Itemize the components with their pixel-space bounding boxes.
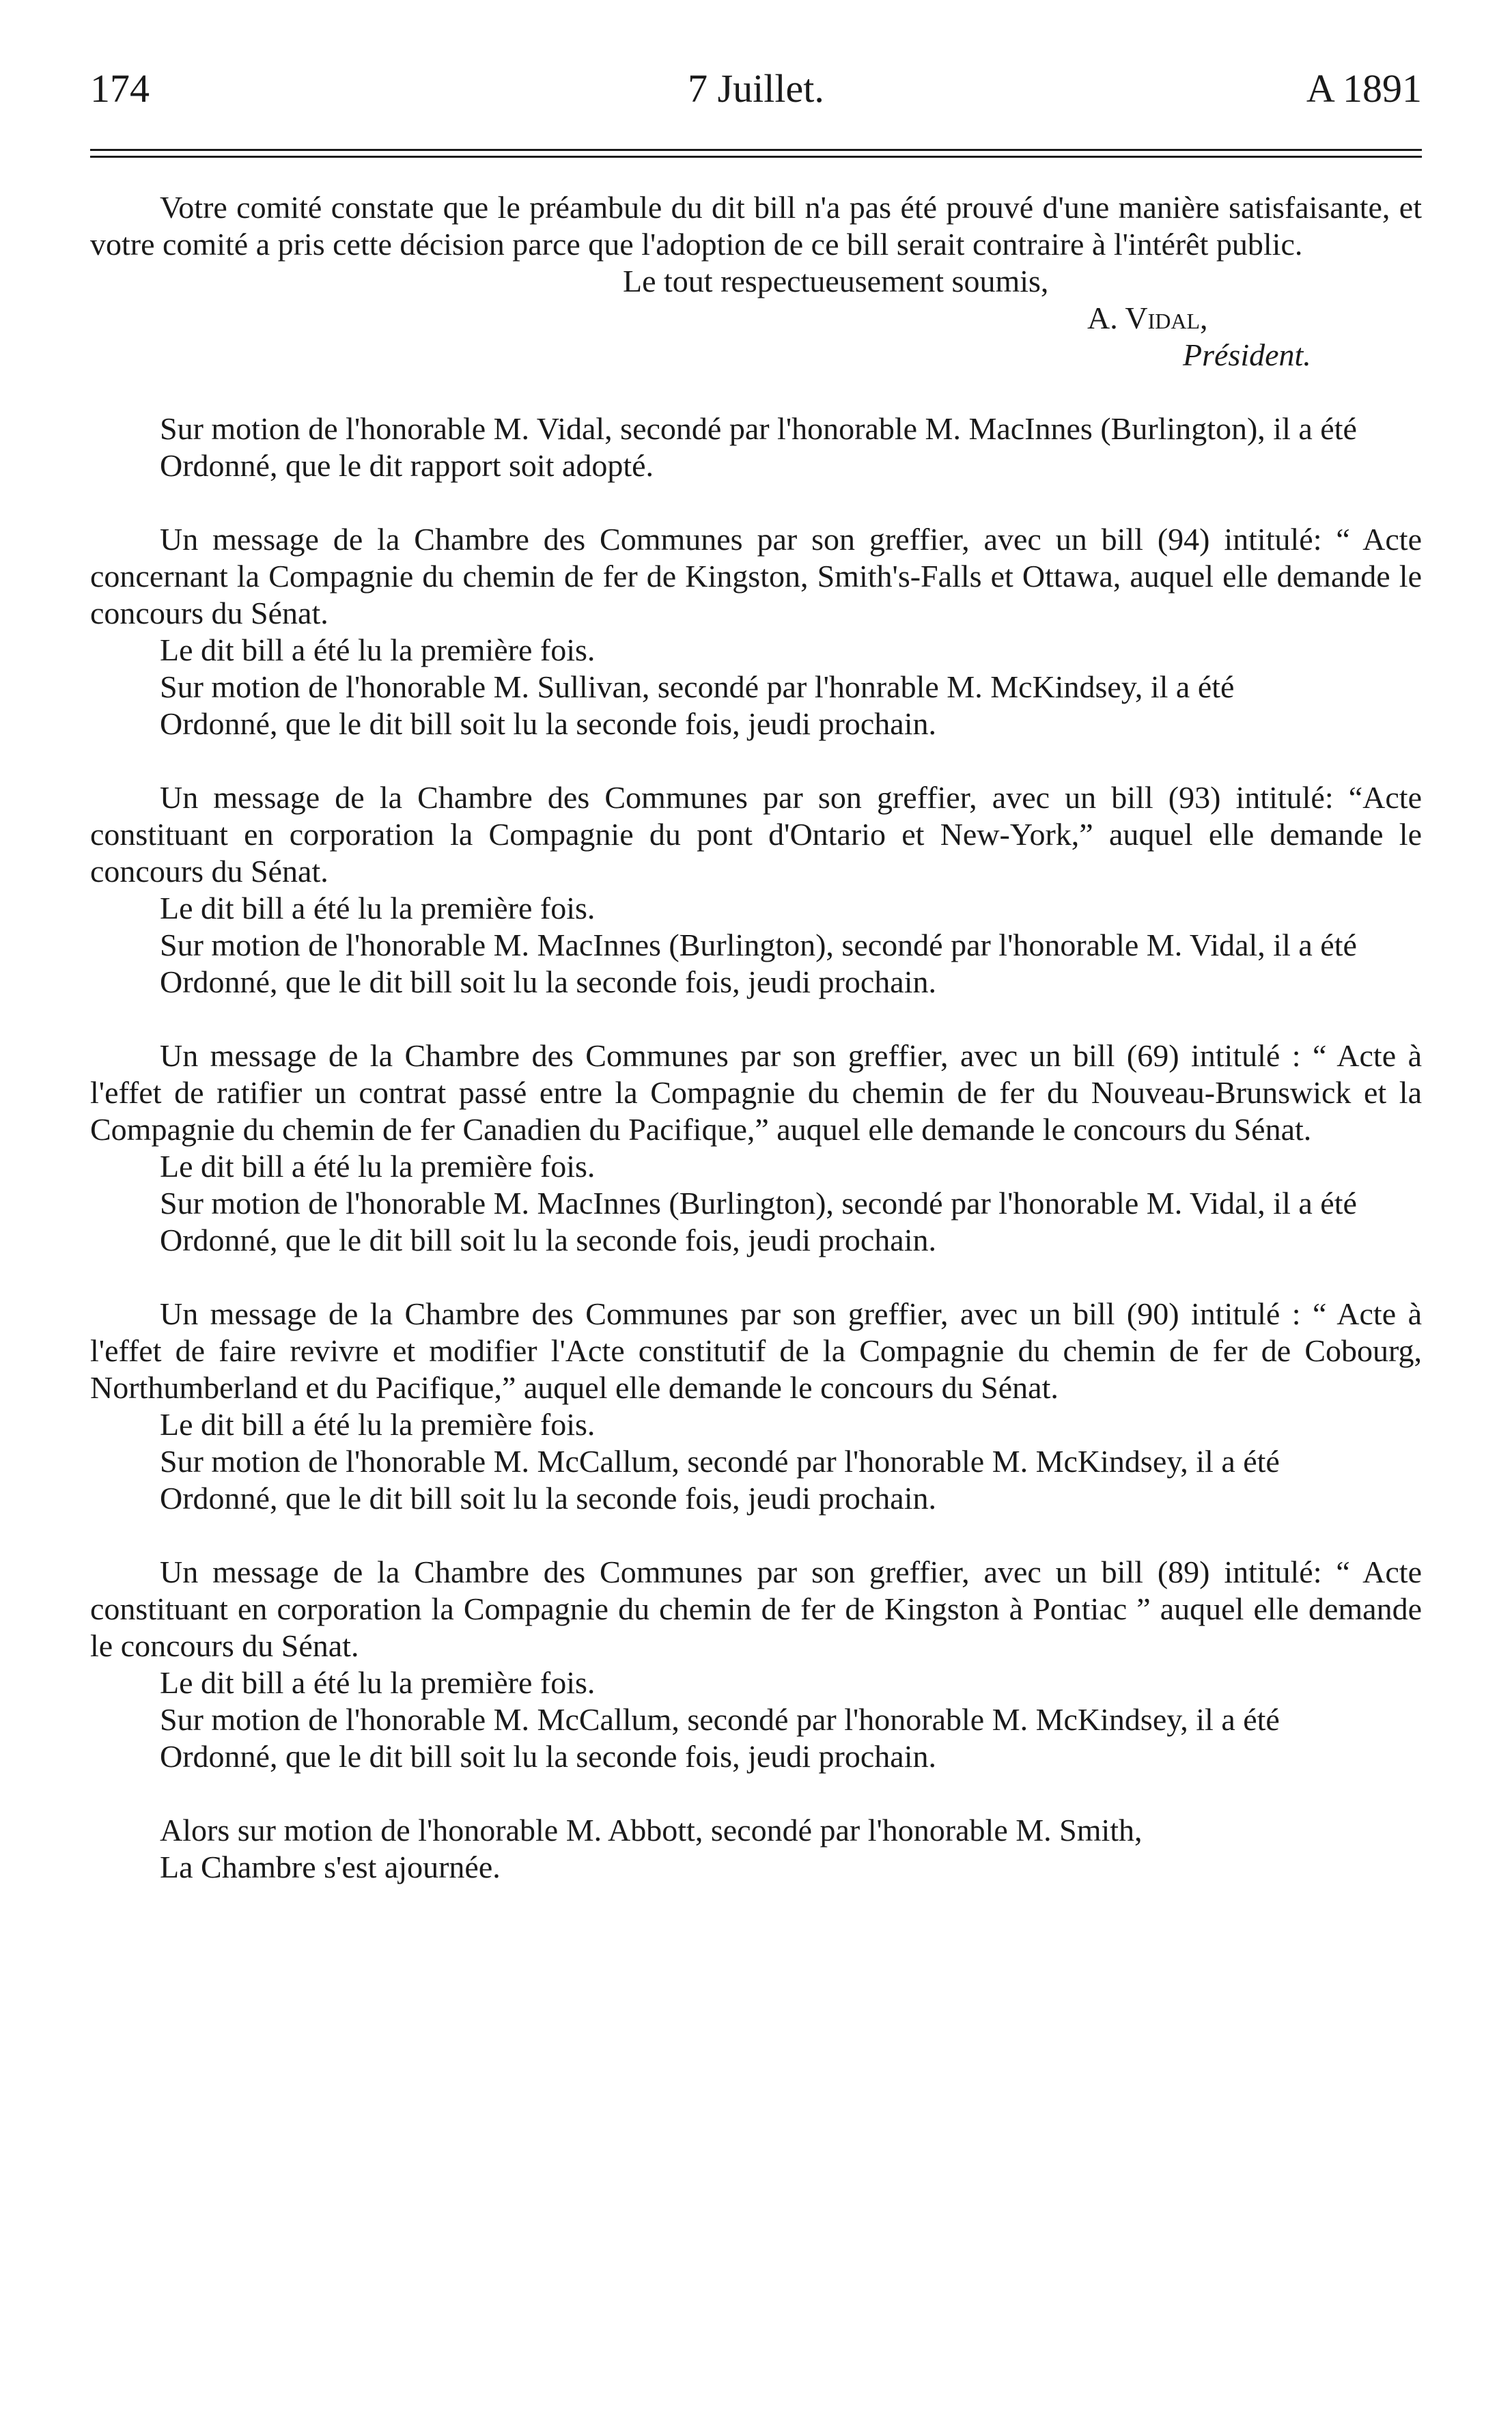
bill-order: Ordonné, que le dit bill soit lu la seconde fois, jeudi prochain. bbox=[160, 1223, 936, 1257]
page bbox=[90, 61, 1422, 1886]
header-double-rule bbox=[90, 149, 1422, 158]
bill-motion: Sur motion de l'honorable M. Sullivan, secondé par l'honrable M. McKindsey, il a été bbox=[160, 669, 1235, 704]
adjournment-result: La Chambre s'est ajournée. bbox=[160, 1850, 501, 1884]
bill-reading: Le dit bill a été lu la première fois. bbox=[160, 891, 596, 925]
bill-reading: Le dit bill a été lu la première fois. bbox=[160, 1665, 596, 1700]
report-signatory: A. Vidal, bbox=[1087, 301, 1208, 335]
adjournment-motion: Alors sur motion de l'honorable M. Abbott, secondé par l'honorable M. Smith, bbox=[160, 1813, 1143, 1848]
bill-motion: Sur motion de l'honorable M. McCallum, secondé par l'honorable M. McKindsey, il a été bbox=[160, 1444, 1280, 1479]
bill-message: Un message de la Chambre des Communes par son greffier, avec un bill (90) intitulé : “ Acte à l'effet de faire revivre et modifier l'Acte constitutif de la Compagnie du chemin de fer de Cobourg, Northumberland et du Pacifique,” auquel elle demande le concours du Sénat. bbox=[90, 1296, 1422, 1405]
bill-message: Un message de la Chambre des Communes par son greffier, avec un bill (93) intitulé: “Acte constituant en corporation la Compagnie du pont d'Ontario et New-York,” auquel elle demande le concours du Sénat. bbox=[90, 780, 1422, 889]
page-header bbox=[90, 61, 1422, 116]
bill-message: Un message de la Chambre des Communes par son greffier, avec un bill (69) intitulé : “ Acte à l'effet de ratifier un contrat passé entre la Compagnie du chemin de fer du Nouveau-Brunswick et la Compagnie du chemin de fer Canadien du Pacifique,” auquel elle demande le concours du Sénat. bbox=[90, 1038, 1422, 1147]
bill-motion: Sur motion de l'honorable M. McCallum, secondé par l'honorable M. McKindsey, il a été bbox=[160, 1702, 1280, 1737]
adopt-order: Ordonné, que le dit rapport soit adopté. bbox=[160, 448, 654, 483]
document-body bbox=[90, 189, 1422, 1886]
report-paragraph: Votre comité constate que le préambule du dit bill n'a pas été prouvé d'une manière satisfaisante, et votre comité a pris cette décision parce que l'adoption de ce bill serait contraire à l'intérêt public. bbox=[90, 190, 1422, 262]
bill-order: Ordonné, que le dit bill soit lu la seconde fois, jeudi prochain. bbox=[160, 706, 936, 741]
bill-reading: Le dit bill a été lu la première fois. bbox=[160, 1407, 596, 1442]
bill-order: Ordonné, que le dit bill soit lu la seconde fois, jeudi prochain. bbox=[160, 1481, 936, 1516]
page-date: 7 Juillet. bbox=[688, 66, 824, 111]
report-title: Président. bbox=[1183, 337, 1311, 372]
bill-reading: Le dit bill a été lu la première fois. bbox=[160, 1149, 596, 1184]
bill-motion: Sur motion de l'honorable M. MacInnes (Burlington), secondé par l'honorable M. Vidal, il a été bbox=[160, 928, 1357, 962]
bill-reading: Le dit bill a été lu la première fois. bbox=[160, 632, 596, 667]
page-number: 174 bbox=[90, 66, 150, 111]
page-year: A 1891 bbox=[1306, 66, 1422, 111]
report-closing: Le tout respectueusement soumis, bbox=[623, 264, 1049, 298]
bill-order: Ordonné, que le dit bill soit lu la seconde fois, jeudi prochain. bbox=[160, 1739, 936, 1774]
adopt-motion: Sur motion de l'honorable M. Vidal, secondé par l'honorable M. MacInnes (Burlington), il a été bbox=[160, 411, 1357, 446]
bill-order: Ordonné, que le dit bill soit lu la seconde fois, jeudi prochain. bbox=[160, 964, 936, 999]
bill-message: Un message de la Chambre des Communes par son greffier, avec un bill (89) intitulé: “ Acte constituant en corporation la Compagnie du chemin de fer de Kingston à Pontiac ” auquel elle demande le concours du Sénat. bbox=[90, 1555, 1422, 1663]
bill-motion: Sur motion de l'honorable M. MacInnes (Burlington), secondé par l'honorable M. Vidal, il a été bbox=[160, 1186, 1357, 1221]
bill-message: Un message de la Chambre des Communes par son greffier, avec un bill (94) intitulé: “ Acte concernant la Compagnie du chemin de fer de Kingston, Smith's-Falls et Ottawa, auquel elle demande le concours du Sénat. bbox=[90, 522, 1422, 630]
